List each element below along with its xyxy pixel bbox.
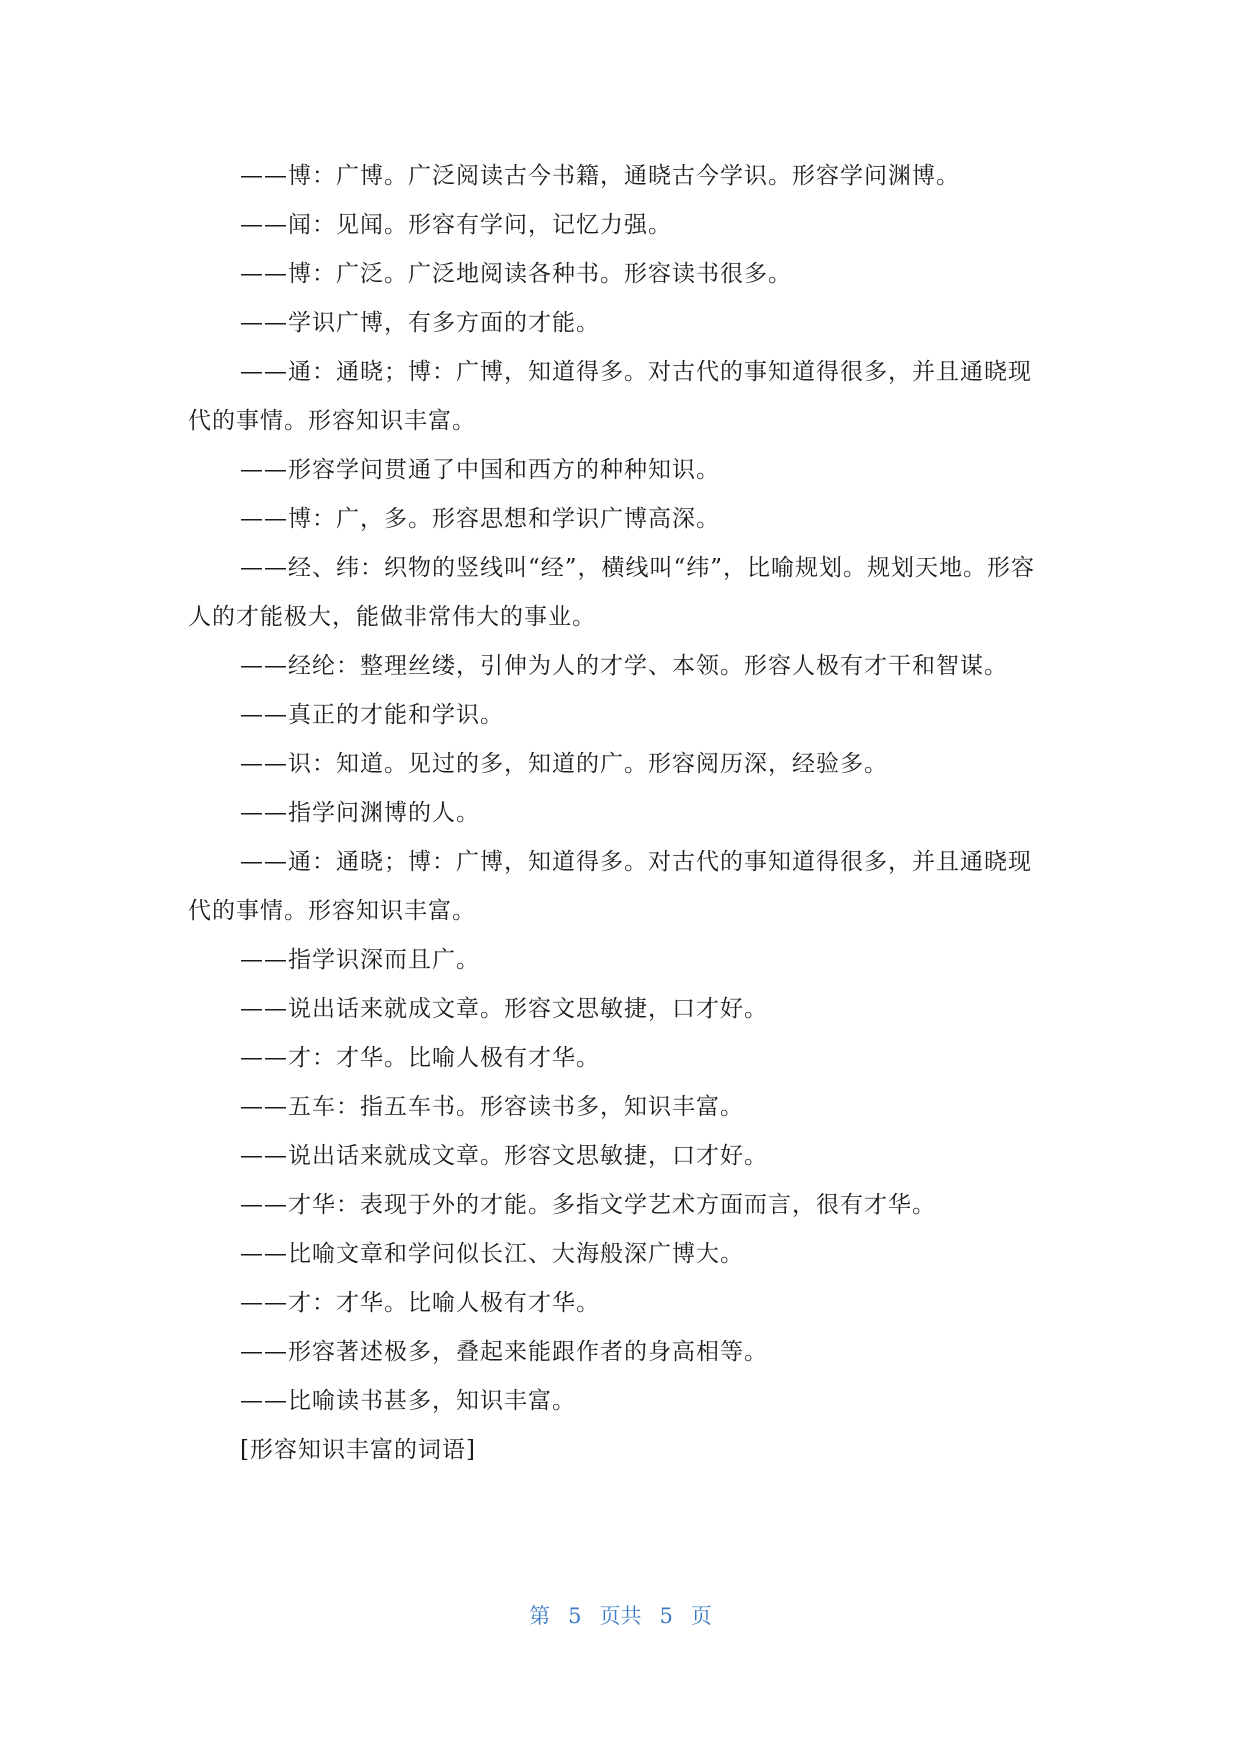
paragraph: ——说出话来就成文章。形容文思敏捷，口才好。 [240, 996, 768, 1022]
paragraph: ——学识广博，有多方面的才能。 [240, 310, 600, 336]
footer-label-end: 页 [690, 1604, 712, 1628]
page-footer [0, 1600, 1241, 1630]
paragraph: ——识：知道。见过的多，知道的广。形容阅历深，经验多。 [240, 751, 888, 777]
paragraph: ——真正的才能和学识。 [240, 702, 504, 728]
paragraph: ——说出话来就成文章。形容文思敏捷，口才好。 [240, 1143, 768, 1169]
document-body [188, 152, 1048, 1475]
footer-label-of: 页共 [599, 1604, 642, 1628]
footer-current-page: 5 [568, 1604, 582, 1628]
paragraph: ——经、纬：织物的竖线叫“经”，横线叫“纬”，比喻规划。规划天地。形容人的才能极大，能做非常伟大的事业。 [188, 555, 1036, 630]
footer-total-pages: 5 [659, 1604, 673, 1628]
paragraph: ——比喻读书甚多，知识丰富。 [240, 1388, 576, 1414]
footer-label-page: 第 [529, 1604, 551, 1628]
paragraph: ——闻：见闻。形容有学问，记忆力强。 [240, 212, 672, 238]
paragraph: ——博：广，多。形容思想和学识广博高深。 [240, 506, 720, 532]
paragraph: ——指学识深而且广。 [240, 947, 480, 973]
paragraph: ——经纶：整理丝缕，引伸为人的才学、本领。形容人极有才干和智谋。 [240, 653, 1008, 679]
document-title-tag: [形容知识丰富的词语] [240, 1437, 476, 1463]
paragraph: ——比喻文章和学问似长江、大海般深广博大。 [240, 1241, 744, 1267]
paragraph: ——形容学问贯通了中国和西方的种种知识。 [240, 457, 720, 483]
paragraph: ——通：通晓；博：广博，知道得多。对古代的事知道得很多，并且通晓现代的事情。形容知识丰富。 [188, 849, 1032, 924]
paragraph: ——才：才华。比喻人极有才华。 [240, 1045, 600, 1071]
paragraph: ——通：通晓；博：广博，知道得多。对古代的事知道得很多，并且通晓现代的事情。形容知识丰富。 [188, 359, 1032, 434]
paragraph: ——博：广泛。广泛地阅读各种书。形容读书很多。 [240, 261, 792, 287]
paragraph: ——才：才华。比喻人极有才华。 [240, 1290, 600, 1316]
paragraph: ——五车：指五车书。形容读书多，知识丰富。 [240, 1094, 744, 1120]
paragraph: ——指学问渊博的人。 [240, 800, 480, 826]
paragraph: ——形容著述极多，叠起来能跟作者的身高相等。 [240, 1339, 768, 1365]
paragraph: ——博：广博。广泛阅读古今书籍，通晓古今学识。形容学问渊博。 [240, 163, 960, 189]
paragraph: ——才华：表现于外的才能。多指文学艺术方面而言，很有才华。 [240, 1192, 936, 1218]
